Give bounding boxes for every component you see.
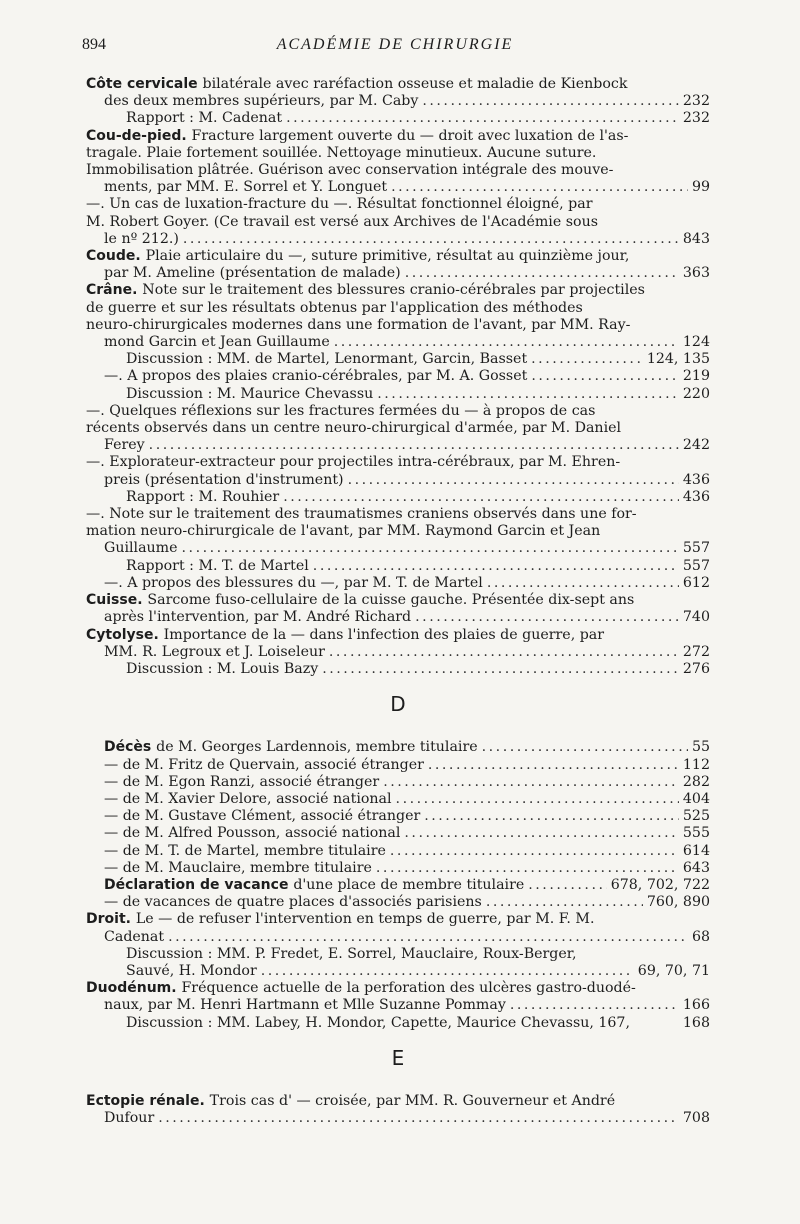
dot-leader <box>348 472 679 489</box>
entry-line <box>86 911 710 928</box>
dot-leader <box>390 843 679 860</box>
entry-last-line <box>104 739 710 756</box>
entry-text: bilatérale avec raréfaction osseuse et maladie de Kienbock <box>202 76 628 92</box>
index-entry <box>86 128 710 197</box>
page-reference: 220 <box>682 385 710 402</box>
dot-leader <box>531 368 679 385</box>
entry-text-part: ments, par MM. E. Sorrel et Y. Longuet <box>104 179 388 196</box>
entry-text <box>126 110 282 127</box>
page-reference: 612 <box>682 574 710 591</box>
entry-text <box>104 774 379 791</box>
entry-text-part: —. A propos des blessures du —, par M. T. de Martel <box>104 574 483 591</box>
dot-leader <box>261 963 634 980</box>
entry-last-line <box>104 774 710 791</box>
dot-leader <box>531 351 643 368</box>
entry-text <box>104 791 392 808</box>
page-reference: 112 <box>682 756 710 773</box>
entry-text-part: — de M. Alfred Pousson, associé national <box>104 825 401 842</box>
entry-text-part: — de M. T. de Martel, membre titulaire <box>104 842 386 859</box>
dot-leader <box>322 661 679 678</box>
entry-last-line <box>126 558 710 575</box>
index-entry <box>126 1015 710 1032</box>
page-reference: 363 <box>682 265 710 282</box>
entry-text <box>104 265 401 282</box>
page-reference: 276 <box>682 660 710 677</box>
entry-line <box>86 626 710 644</box>
page-reference: 555 <box>682 825 710 842</box>
dot-leader <box>168 929 688 946</box>
section-e <box>86 1093 710 1127</box>
index-entry <box>86 1093 710 1127</box>
entry-text <box>104 860 372 877</box>
entry-headword: Déclaration de vacance <box>104 876 294 893</box>
index-entry <box>86 627 710 661</box>
entry-text-part: Guillaume <box>104 540 178 557</box>
section-d <box>86 739 710 1031</box>
entry-text <box>104 929 164 946</box>
entry-text <box>104 437 145 454</box>
index-entry <box>86 791 710 808</box>
entry-text: Discussion : MM. P. Fredet, E. Sorrel, Mauclaire, Roux-Berger, <box>126 945 577 962</box>
entry-headword: Coude. <box>86 248 146 265</box>
entry-line <box>86 76 710 93</box>
entry-text <box>104 609 411 626</box>
entry-last-line <box>104 877 710 894</box>
dot-leader <box>482 739 688 756</box>
page-reference: 232 <box>682 93 710 110</box>
index-entry <box>126 489 710 506</box>
entry-last-line <box>104 334 710 351</box>
entry-text <box>126 386 373 403</box>
entry-text-part: MM. R. Legroux et J. Loiseleur <box>104 643 325 660</box>
dot-leader <box>428 757 679 774</box>
entry-line <box>86 162 710 179</box>
entry-last-line <box>104 757 710 774</box>
entry-last-line <box>104 929 710 946</box>
entry-text-part: —. A propos des plaies cranio-cérébrales, par M. A. Gosset <box>104 368 528 385</box>
page-header <box>82 36 708 56</box>
entry-text-part: Sauvé, H. Mondor <box>126 962 257 979</box>
entry-text: M. Robert Goyer. (Ce travail est versé aux Archives de l'Académie sous <box>86 213 598 230</box>
dot-leader <box>405 265 679 282</box>
entry-headword: Duodénum. <box>86 980 182 997</box>
page-reference: 525 <box>682 808 710 825</box>
index-entry <box>86 248 710 282</box>
entry-text-part: naux, par M. Henri Hartmann et Mlle Suzanne Pommay <box>104 997 506 1014</box>
index-entry <box>86 980 710 1014</box>
entry-last-line <box>104 93 710 110</box>
entry-last-line <box>126 1015 710 1032</box>
entry-text <box>104 575 483 592</box>
entry-line <box>86 282 710 299</box>
entry-line <box>86 592 710 609</box>
entry-last-line <box>104 231 710 248</box>
entry-text: Sarcome fuso-cellulaire de la cuisse gauche. Présentée dix-sept ans <box>147 592 635 609</box>
index-entry <box>86 911 710 945</box>
entry-headword: Côte cervicale <box>86 76 203 92</box>
dot-leader <box>377 386 679 403</box>
dot-leader <box>149 437 679 454</box>
entry-last-line <box>104 437 710 454</box>
entry-last-line <box>126 386 710 403</box>
entry-text <box>104 540 178 557</box>
entry-last-line <box>104 894 710 911</box>
dot-leader <box>334 334 679 351</box>
entry-text <box>104 739 478 756</box>
index-entry <box>86 860 710 877</box>
entry-headword: Cuisse. <box>86 592 148 609</box>
dot-leader <box>528 877 606 894</box>
page-reference: 272 <box>682 643 710 660</box>
entry-text: —. Note sur le traitement des traumatismes craniens observés dans une for- <box>86 506 637 523</box>
index-entry <box>126 946 710 980</box>
dot-leader <box>396 791 679 808</box>
entry-text: Fracture largement ouverte du — droit avec luxation de l'as- <box>191 127 629 144</box>
entry-last-line <box>104 540 710 557</box>
entry-line <box>86 299 710 317</box>
entry-text <box>104 808 420 825</box>
entry-headword: Crâne. <box>86 282 143 299</box>
entry-text <box>126 661 318 678</box>
entry-text: tragale. Plaie fortement souillée. Nettoyage minutieux. Aucune suture. <box>86 144 597 161</box>
entry-text <box>104 894 482 911</box>
page-reference: 242 <box>682 437 710 454</box>
entry-text <box>104 334 330 351</box>
page-reference: 232 <box>682 110 710 127</box>
entry-text-part: par M. Ameline (présentation de malade) <box>104 265 401 282</box>
entry-text-part: après l'intervention, par M. André Richard <box>104 609 412 626</box>
entry-text-part: Ferey <box>104 437 145 454</box>
dot-leader <box>404 825 679 842</box>
page-reference: 124 <box>682 334 710 351</box>
entry-text-part: mond Garcin et Jean Guillaume <box>104 334 330 351</box>
entry-line <box>86 523 710 540</box>
entry-last-line <box>126 110 710 127</box>
entry-headword: Cou-de-pied. <box>86 127 192 144</box>
entry-headword: Décès <box>104 739 157 756</box>
entry-text <box>126 489 279 506</box>
entry-text: Le — de refuser l'intervention en temps de guerre, par M. F. M. <box>135 911 595 928</box>
index-entry <box>86 808 710 825</box>
entry-text-part: Discussion : M. Louis Bazy <box>126 660 319 677</box>
entry-text-part: — de M. Gustave Clément, associé étranger <box>104 808 421 825</box>
page-reference: 282 <box>682 773 710 790</box>
index-entry <box>86 506 710 558</box>
index-entry <box>86 592 710 626</box>
dot-leader <box>313 558 679 575</box>
page-reference: 436 <box>682 471 710 488</box>
entry-last-line <box>104 791 710 808</box>
entry-text: —. Quelques réflexions sur les fractures fermées du — à propos de cas <box>86 402 596 419</box>
index-entry <box>86 894 710 911</box>
page-reference: 99 <box>691 179 710 196</box>
entry-text: Note sur le traitement des blessures cranio-cérébrales par projectiles <box>142 282 645 299</box>
entry-text: Plaie articulaire du —, suture primitive, résultat au quinzième jour, <box>145 248 630 265</box>
entry-text-part: — de M. Xavier Delore, associé national <box>104 790 392 807</box>
page-reference: 68 <box>691 928 710 945</box>
entry-line <box>86 196 710 213</box>
entry-last-line <box>104 860 710 877</box>
entry-last-line <box>104 997 710 1014</box>
page-reference: 643 <box>682 859 710 876</box>
index-entry <box>86 282 710 351</box>
entry-last-line <box>126 963 710 980</box>
entry-text: —. Un cas de luxation-fracture du —. Résultat fonctionnel éloigné, par <box>86 196 593 213</box>
entry-text: récents observés dans un centre neuro-chirurgical d'armée, par M. Daniel <box>86 420 622 437</box>
entry-last-line <box>104 472 710 489</box>
entry-line <box>86 144 710 162</box>
entry-text <box>126 963 257 980</box>
page-reference: 740 <box>682 609 710 626</box>
page-reference: 404 <box>682 790 710 807</box>
dot-leader <box>383 774 679 791</box>
dot-leader <box>424 808 679 825</box>
index-entry <box>86 575 710 592</box>
entry-last-line <box>104 843 710 860</box>
entry-last-line <box>126 489 710 506</box>
entry-last-line <box>104 808 710 825</box>
page-reference: 708 <box>682 1110 710 1127</box>
entry-text <box>126 1015 630 1032</box>
entry-line <box>86 420 710 437</box>
entry-line <box>86 248 710 265</box>
dot-leader <box>510 997 679 1014</box>
page-reference: 436 <box>682 488 710 505</box>
dot-leader <box>182 540 679 557</box>
index-entry <box>86 774 710 791</box>
entry-text-part: Discussion : MM. Labey, H. Mondor, Capette, Maurice Chevassu, 167, <box>126 1014 630 1031</box>
entry-text: Trois cas d' — croisée, par MM. R. Gouverneur et André <box>209 1092 616 1109</box>
index-entry <box>86 757 710 774</box>
entry-text-part: des deux membres supérieurs, par M. Caby <box>104 93 419 110</box>
dot-leader <box>158 1110 679 1127</box>
entry-text-part: Discussion : M. Maurice Chevassu <box>126 385 374 402</box>
entry-text-part: Cadenat <box>104 928 165 945</box>
entry-text <box>104 1110 154 1127</box>
index-entry <box>126 110 710 127</box>
entry-text <box>104 472 344 489</box>
entry-text <box>104 997 506 1014</box>
index-entry <box>86 76 710 110</box>
entry-text: Importance de la — dans l'infection des plaies de guerre, par <box>163 626 605 643</box>
page-reference: 166 <box>682 997 710 1014</box>
entry-last-line <box>104 368 710 385</box>
page-reference: 843 <box>682 230 710 247</box>
entry-text-part: preis (présentation d'instrument) <box>104 471 344 488</box>
entry-text-part: Rapport : M. T. de Martel <box>126 557 309 574</box>
entry-last-line <box>104 1110 710 1127</box>
index-entry <box>126 661 710 678</box>
entry-last-line <box>104 179 710 196</box>
entry-text <box>126 351 527 368</box>
page-reference: 614 <box>682 842 710 859</box>
dot-leader <box>391 179 688 196</box>
entry-last-line <box>126 351 710 368</box>
entry-headword: Droit. <box>86 911 136 928</box>
dot-leader <box>486 894 643 911</box>
index-entry <box>86 454 710 488</box>
dot-leader <box>376 860 679 877</box>
entry-line <box>86 1092 710 1110</box>
entry-text <box>104 93 418 110</box>
entry-text-part: d'une place de membre titulaire <box>293 876 525 893</box>
entry-text <box>126 558 309 575</box>
entry-last-line <box>104 644 710 661</box>
page-reference: 168 <box>682 1014 710 1031</box>
dot-leader <box>286 110 679 127</box>
index-entry <box>86 877 710 894</box>
page-reference: 760, 890 <box>646 894 710 911</box>
entry-text-part: de M. Georges Lardennois, membre titulaire <box>156 739 478 756</box>
dot-leader <box>415 609 679 626</box>
entry-headword: Ectopie rénale. <box>86 1092 210 1109</box>
entry-text-part: — de M. Fritz de Quervain, associé étranger <box>104 756 424 773</box>
entry-last-line <box>126 661 710 678</box>
entry-text <box>104 843 386 860</box>
entry-line <box>126 946 710 963</box>
section-letter-d: D <box>390 692 406 717</box>
page-reference: 69, 70, 71 <box>637 962 710 979</box>
entry-text: Fréquence actuelle de la perforation des ulcères gastro-duodé- <box>181 980 636 997</box>
index-entry <box>126 351 710 368</box>
entry-text <box>104 179 387 196</box>
entry-text: neuro-chirurgicales modernes dans une formation de l'avant, par MM. Ray- <box>86 316 631 333</box>
entry-headword: Cytolyse. <box>86 626 164 643</box>
index-entry <box>126 558 710 575</box>
entry-line <box>86 213 710 231</box>
running-title: ACADÉMIE DE CHIRURGIE <box>276 36 514 53</box>
dot-leader <box>487 575 679 592</box>
index-entry <box>86 368 710 385</box>
entry-text: mation neuro-chirurgicale de l'avant, par MM. Raymond Garcin et Jean <box>86 523 601 540</box>
page-reference: 55 <box>691 739 710 756</box>
entry-text: de guerre et sur les résultats obtenus par l'application des méthodes <box>86 299 583 316</box>
page-number: 894 <box>82 36 106 53</box>
section-c <box>86 76 710 678</box>
index-entry <box>126 386 710 403</box>
index-entry <box>86 196 710 248</box>
page-reference: 678, 702, 722 <box>610 876 710 893</box>
entry-last-line <box>104 609 710 626</box>
index-entry <box>86 403 710 455</box>
entry-text-part: le nº 212.) <box>104 230 179 247</box>
entry-text <box>104 825 400 842</box>
entry-text-part: Rapport : M. Rouhier <box>126 488 280 505</box>
section-letter-e: E <box>391 1045 405 1070</box>
entry-line <box>86 454 710 471</box>
entry-text-part: Dufour <box>104 1110 155 1127</box>
entry-text-part: — de vacances de quatre places d'associés parisiens <box>104 894 482 911</box>
entry-last-line <box>104 575 710 592</box>
entry-line <box>86 506 710 523</box>
entry-line <box>86 980 710 997</box>
entry-last-line <box>104 825 710 842</box>
entry-text-part: — de M. Egon Ranzi, associé étranger <box>104 773 380 790</box>
index-entry <box>86 843 710 860</box>
entry-line <box>86 316 710 334</box>
index-entry <box>86 739 710 756</box>
entry-text: Immobilisation plâtrée. Guérison avec conservation intégrale des mouve- <box>86 162 614 179</box>
entry-text-part: — de M. Mauclaire, membre titulaire <box>104 859 372 876</box>
dot-leader <box>283 489 679 506</box>
entry-line <box>86 402 710 420</box>
dot-leader <box>329 644 679 661</box>
dot-leader <box>183 231 679 248</box>
page-reference: 557 <box>682 557 710 574</box>
entry-text: —. Explorateur-extracteur pour projectiles intra-cérébraux, par M. Ehren- <box>86 454 621 471</box>
entry-text <box>104 368 527 385</box>
index-content <box>86 76 710 1127</box>
page-reference: 124, 135 <box>646 351 710 368</box>
entry-line <box>86 127 710 145</box>
dot-leader <box>422 93 679 110</box>
entry-text-part: Discussion : MM. de Martel, Lenormant, Garcin, Basset <box>126 351 528 368</box>
entry-last-line <box>104 265 710 282</box>
page-reference: 557 <box>682 540 710 557</box>
entry-text <box>104 644 325 661</box>
entry-text <box>104 877 524 894</box>
index-entry <box>86 825 710 842</box>
page-reference: 219 <box>682 368 710 385</box>
entry-text-part: Rapport : M. Cadenat <box>126 110 283 127</box>
entry-text <box>104 757 424 774</box>
entry-text <box>104 231 179 248</box>
